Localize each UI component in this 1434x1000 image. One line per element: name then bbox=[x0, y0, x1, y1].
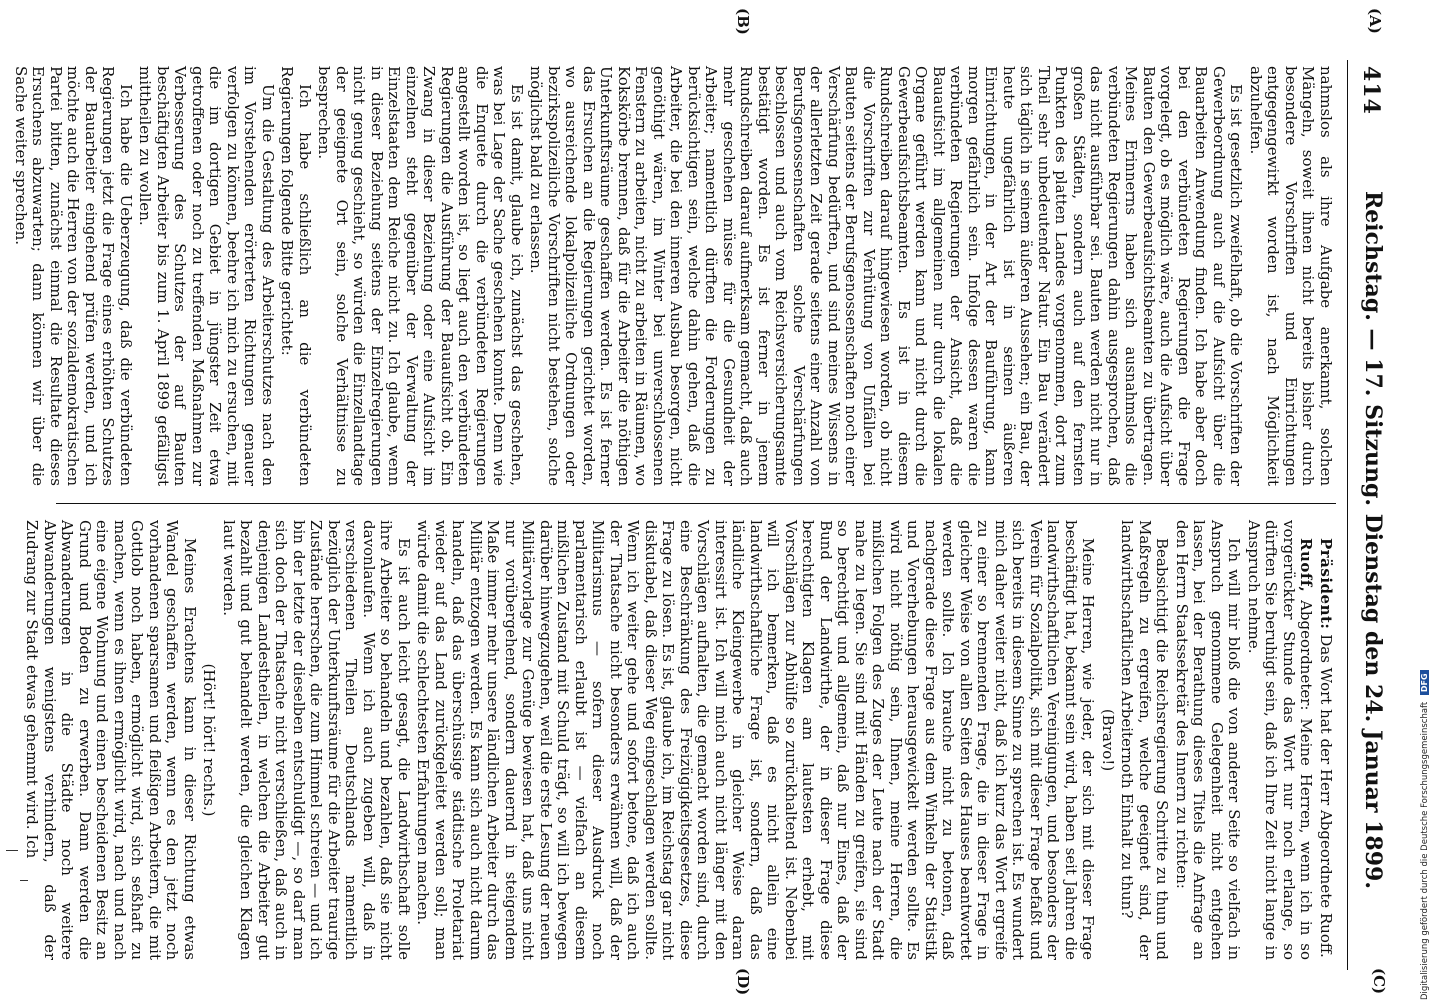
paragraph: Ich habe die Ueberzeugung, daß die verbündeten Regierungen jetzt die Frage eines erhöhten Schutzes der Bauarbeiter eingehend prüfen werden, und ich möchte auch die Herren von der sozialdemokratischen Partei bitten, zunächst einmal die Resultate dieses Ersuchens abzuwarten; dann können wir über die Sache weiter sprechen. bbox=[12, 66, 135, 486]
scan-mark bbox=[20, 880, 28, 881]
paragraph: Ich habe schließlich an die verbündeten Regierungen folgende Bitte gerichtet: bbox=[278, 66, 314, 486]
digitization-footer bbox=[1420, 0, 1434, 1000]
speaker-intro-text: Abgeordneter: Meine Herren, wenn ich in so vorgerückter Stunde das Wort nur noch erlange, so dürften Sie beruhigt sein, daß ich Ihre Zeit nicht lange in Anspruch nehme. bbox=[1245, 520, 1316, 960]
margin-mark-b: (B) bbox=[734, 8, 752, 35]
scan-mark bbox=[6, 850, 18, 851]
president-label: Präsident: bbox=[1317, 538, 1335, 630]
margin-mark-c: (C) bbox=[1370, 968, 1388, 995]
paragraph: Es ist gesetzlich zweifelhaft, ob die Vorschriften der Gewerbeordnung auch auf die Aufsicht über die Bauarbeiten Anwendung finden. Ich habe aber doch bei den verbündeten Regierungen die Frage vorgelegt, ob es möglich wäre, auch die Aufsicht über Bauten den Gewerbeaufsichtsbeamten zu übertragen. Meines Erinnerns haben sich ausnahmslos die verbündeten Regierungen dahin ausgesprochen, daß das nicht ausführbar sei. Bauten werden nicht nur in großen Städten, sondern auch auf den fernsten Punkten des platten Landes vorgenommen, dort zum Theil sehr unbedeutender Natur. Ein Bau verändert sich täglich in seinem äußeren Aussehen; ein Bau, der heute ungefährlich ist in seinen äußeren Einrichtungen, in der Art der Bauführung, kann morgen gefährlich sein. Infolge dessen waren die verbündeten Regierungen der Ansicht, daß die Bauaufsicht im allgemeinen nur durch die lokalen Organe geführt werden kann und nicht durch die Gewerbeaufsichtsbeamten. Es ist in diesem Rundschreiben darauf hingewiesen worden, ob nicht die Vorschriften zur Verhütung von Unfällen bei Bauten seitens der Berufsgenossenschaften noch einer Verschärfung bedürften, und sind meines Wissens in der allerletzten Zeit gerade seitens einer Anzahl von Berufsgenossenschaften solche Verschärfungen beschlossen und auch vom Reichsversicherungsamte bestätigt worden. Es ist ferner in jenem Rundschreiben darauf aufmerksam gemacht, daß auch mehr geschehen müsse für die Gesundheit der Arbeiter; namentlich dürften die Forderungen zu berücksichtigen sein, welche dahin gehen, daß die Arbeiter, die bei den inneren Ausbau besorgen, nicht genöthigt wären, im Winter bei unverschlossenen Fenstern zu arbeiten, nicht zu arbeiten in Räumen, wo Kokskörbe brennen, daß für die Arbeiter die nöthigen Unterkunftsräume geschaffen werden. Es ist ferner das Ersuchen an die Regierungen gerichtet worden, wo ausreichende lokalpolizeiliche Ordnungen oder bezirkspolizeiliche Vorschriften nicht bestehen, solche möglichst bald zu erlassen. bbox=[527, 66, 1246, 486]
paragraph: Meines Erachtens kann in dieser Richtung etwas Wandel geschaffen werden, wenn es den jetzt noch vorhandenen sparsamen und fleißigen Arbeitern, die mit Gottlob noch haben, ermöglicht wird, sich seßhaft zu machen, wenn es ihnen ermöglicht wird, nach und nach eine eigene Wohnung und einen bescheidenen Besitz an Grund und Boden zu erwerben. Dann werden die Abwanderungen in die Städte noch weitere Abwanderungen wenigstens verhindern, daß der Zudrang zur Stadt etwas gehemmt wird. Ich bbox=[23, 520, 199, 960]
quoted-request: Um die Gestaltung des Arbeiterschutzes nach den im Vorstehenden erörterten Richtungen genauer verfolgen zu können, beehre ich mich zu ersuchen, mit die im dortigen Gebiet in jüngster Zeit etwa getroffenen oder noch zu treffenden Maßnahmen zur Verbesserung des Schutzes der auf Bauten beschäftigten Arbeiter bis zum 1. April 1899 gefälligst mittheilen zu wollen. bbox=[136, 66, 277, 486]
page-header bbox=[1344, 0, 1392, 1000]
footer-text: Digitalisierung gefördert durch die Deutsche Forschungsgemeinschaft bbox=[1420, 701, 1430, 1000]
paragraph: Ich will mir bloß die von anderer Seite so vielfach in Anspruch genommene Gelegenheit nicht entgehen lassen, bei der Berathung dieses Titels die Anfrage an den Herrn Staatssekretär des Innern zu richten: bbox=[1173, 520, 1244, 960]
dfg-logo-icon: DFG bbox=[1420, 670, 1429, 695]
running-head: Reichstag. — 17. Sitzung. Dienstag den 24. Januar 1899. bbox=[1360, 190, 1386, 889]
page-number: 414 bbox=[1358, 66, 1384, 115]
speaker-label: Ruoff, bbox=[1297, 538, 1316, 593]
president-statement bbox=[1317, 520, 1335, 960]
paragraph: Es ist damit, glaube ich, zunächst das geschehen, was bei Lage der Sache geschehen konnte. Denn wie die Enquete durch die verbündeten Regierungen angestellt worden ist, so liegt auch den verbündeten Regierungen die Ausführung der Bauaufsicht ob. Ein Zwang in dieser Beziehung oder eine Aufsicht im einzelnen steht gegenüber der Verwaltung der Einzelstaaten dem Reiche nicht zu. Ich glaube, wenn in dieser Beziehung seitens der Einzelregierungen nicht genug geschieht, so würden die Einzellandtage der geeignete Ort sein, solche Verhältnisse zu besprechen. bbox=[315, 66, 526, 486]
interjection: (Bravo!) bbox=[1099, 708, 1117, 772]
interjection: (Hört! hört! rechts.) bbox=[200, 663, 219, 817]
speaker-intro bbox=[1245, 520, 1315, 960]
paragraph: Es ist auch leicht gesagt, die Landwirthschaft solle ihre Arbeiter so behandeln und bezahlen, daß sie nicht davonlaufen. Wenn ich auch zugeben will, daß in verschiedenen Theilen Deutschlands namentlich bezüglich der Unterkunftsräume für die Arbeiter traurige Zustände herrschen, die zum Himmel schreien — und ich bin der letzte der dieselben entschuldigt —, so darf man sich doch der Thatsache nicht verschließen, daß auch in denjenigen Landestheilen, in welchen die Arbeiter gut bezahlt und gut behandelt werden, die gleichen Klagen laut werden. bbox=[220, 520, 413, 960]
margin-mark-a: (A) bbox=[1366, 8, 1384, 34]
margin-mark-d: (D) bbox=[734, 968, 752, 996]
column-divider bbox=[56, 503, 1336, 504]
question-quote: Beabsichtigt die Reichsregierung Schritte zu thun und Maßregeln zu ergreifen, welche geeignet sind, der landwirthschaftlichen Arbeiternoth Einhalt zu thun? bbox=[1118, 520, 1172, 960]
header-rule bbox=[1347, 60, 1348, 970]
right-column bbox=[23, 520, 1335, 960]
rotated-page bbox=[12, 0, 1392, 1000]
left-column bbox=[12, 66, 1335, 486]
paragraph: Meine Herren, wie jeder, der sich mit dieser Frage beschäftigt hat, bekannt sein wird, haben seit Jahren die landwirthschaftlichen Vereinigungen, und besonders der Verein für Sozialpolitik, sich mit dieser Frage befaßt und sich bereits in diesem Sinne zu sprechen ist. Es wundert mich daher weiter nicht, daß ich kurz das Wort ergreife zu einer so brennenden Frage, die in dieser Frage in gleicher Weise von allen Seiten des Hauses beantwortet werden sollte. Ich brauche nicht zu betonen, daß nachgerade diese Frage aus dem Winkeln der Statistik und Vorerhebungen herausgewickelt werden sollte. Es wird nicht nöthig sein, Ihnen, meine Herren, die mißlichen Folgen des Zuges der Leute nach der Stadt nahe zu legen. Sie sind mit Händen zu greifen, sie sind so berechtigt und allgemein, daß nur Eines, daß der Bund der Landwirthe, der in dieser Frage diese berechtigten Klagen am lautesten erhebt, mit Vorschlägen zur Abhülfe so zurückhaltend ist. Nebenbei will ich bemerken, daß es nicht allein eine landwirthschaftliche Frage ist, sondern, daß das ländliche Kleingewerbe in gleicher Weise daran interessirt ist. Ich will mich auch nicht länger mit den Vorschlägen aufhalten, die gemacht worden sind, durch eine Beschränkung des Freizügigkeitsgesetzes, diese Frage zu lösen. Es ist, glaube ich, im Reichstag gar nicht diskutabel, daß dieser Weg eingeschlagen werden sollte. Wenn ich weiter gehe und sofort betone, daß ich auch der Thatsache nicht besonders erwähnen will, daß der Militarismus — sofern dieser Ausdruck noch parlamentarisch erlaubt ist — vielfach an diesem mißlichen Zustand mit Schuld trägt, so will ich bewegen darüber hinwegzugehen, weil die erste Lesung der neuen Militärvorlage zur Genüge bewiesen hat, daß uns nicht nur vorübergehend, sondern dauernd in steigendem Maße immer mehr unsere ländlichen Arbeiter durch das Militär entzogen werden. Es kann sich auch nicht darum handeln, daß das überschüssige städtische Proletariat wieder auf das Land zurückgeleitet werden soll; man würde damit die schlechtesten Erfahrungen machen. bbox=[414, 520, 1098, 960]
paragraph: nahmslos als ihre Aufgabe anerkannt, solchen Mängeln, soweit ihnen nicht bereits bisher durch besondere Vorschriften und Einrichtungen entgegengewirkt worden ist, nach Möglichkeit abzuhelfen. bbox=[1247, 66, 1335, 486]
president-text: Das Wort hat der Herr Abgeordnete Ruoff. bbox=[1317, 634, 1335, 958]
